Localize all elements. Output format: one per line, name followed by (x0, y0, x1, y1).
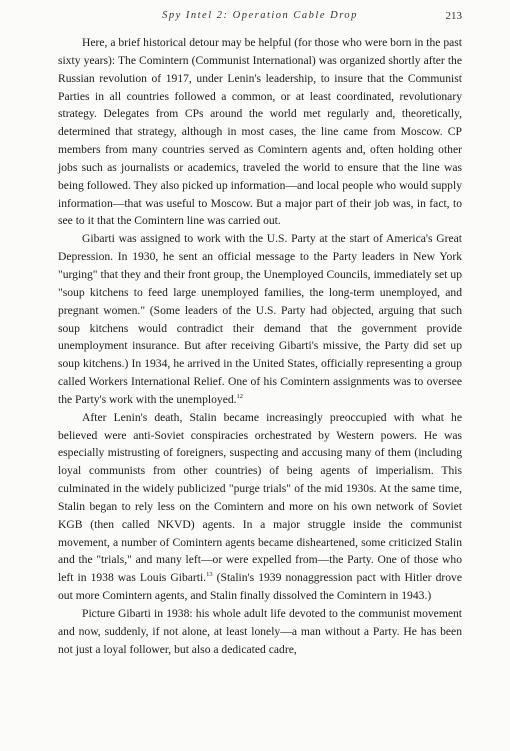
running-head: Spy Intel 2: Operation Cable Drop (162, 10, 358, 21)
paragraph (58, 34, 462, 230)
paragraph-text: Here, a brief historical detour may be helpful (for those who were born in the past sixty years): The Comintern (Communist International) was organized shortly after the Russian revolution of 1917, under Lenin's leadership, to insure that the Communist Parties in all countries followed a common, or at least coordinated, revolutionary strategy. Delegates from CPs around the world met regularly and, theoretically, determined that strategy, although in most cases, the line came from Moscow. CP members from many countries served as Comintern agents and, often holding other jobs such as journalists or academics, traveled the world to ensure that the line was being followed. They also picked up information—and local people who would supply information—that was useful to Moscow. But a major part of their job was, in fact, to see to it that the Comintern line was carried out. (58, 36, 462, 228)
page-header (58, 10, 462, 26)
footnote-marker: 13 (206, 571, 213, 579)
paragraph-text: After Lenin's death, Stalin became increasingly preoccupied with what he believed were anti-Soviet conspiracies orchestrated by Western powers. He was especially mistrusting of foreigners, suspecting and accusing many of them (including loyal communists from other countries) of being agents of imperialism. This culminated in the widely publicized "purge trials" of the mid 1930s. At the same time, Stalin began to rely less on the Comintern and more on his own network of Soviet KGB (then called NKVD) agents. In a major struggle inside the communist movement, a number of Comintern agents became disheartened, some criticized Stalin and the "trials," and many left—or were expelled from—the Party. One of those who left in 1938 was Louis Gibarti. (58, 410, 462, 585)
paragraph (58, 230, 462, 408)
paragraph-text-tail: (Stalin's 1939 nonaggression pact with Hitler drove out more Comintern agents, and Stalin finally dissolved the Comintern in 1943.) (58, 571, 462, 603)
paragraph-text: Gibarti was assigned to work with the U.S. Party at the start of America's Great Depression. In 1930, he sent an official message to the Party leaders in New York "urging" that they and their front group, the Unemployed Councils, immediately set up "soup kitchens to feed large unemployed families, the long-term unemployed, and pregnant women." (Some leaders of the U.S. Party had objected, arguing that such soup kitchens would contradict their demand that the government provide unemployment insurance. But after receiving Gibarti's missive, the Party did set up soup kitchens.) In 1934, he arrived in the United States, officially representing a group called Workers International Relief. One of his Comintern assignments was to oversee the Party's work with the unemployed. (58, 232, 462, 406)
page-body (58, 34, 462, 659)
paragraph (58, 605, 462, 659)
footnote-marker: 12 (236, 393, 244, 401)
paragraph-text: Picture Gibarti in 1938: his whole adult life devoted to the communist movement and now, suddenly, if not alone, at least lonely—a man without a Party. He has been not just a loyal follower, but also a dedicated cadre, (58, 607, 462, 656)
paragraph (58, 409, 462, 605)
page-number: 213 (445, 10, 462, 22)
